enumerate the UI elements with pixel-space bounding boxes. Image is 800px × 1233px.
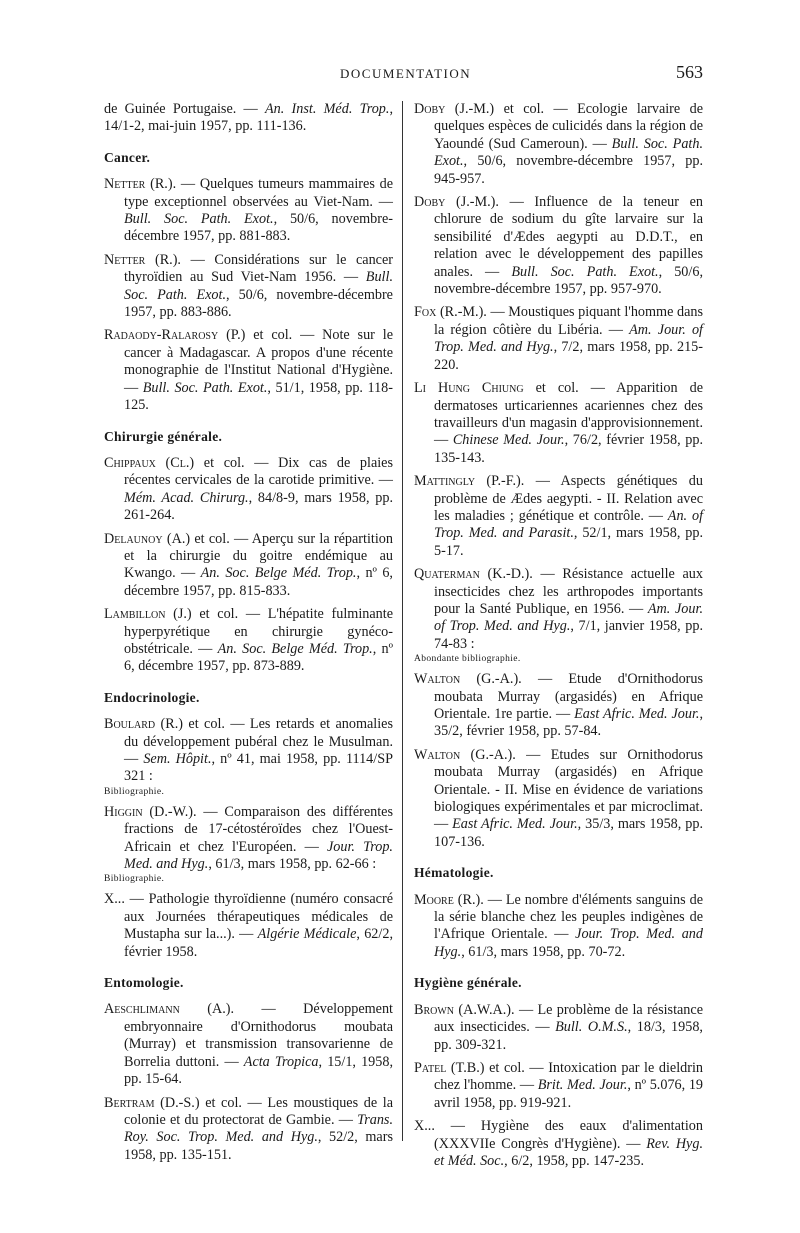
- entry-author: Doby (J.-M.).: [414, 194, 499, 211]
- entry-text: et col. — L'hépatite fulminante hyperpyrétique en chirurgie gynéco-obstétricale. —: [124, 606, 393, 657]
- entry-source: Bull. Soc. Path. Exot.: [434, 135, 703, 170]
- entry-text: — Hygiène des eaux d'alimentation (XXXVIIe Congrès d'Hygiène). —: [434, 1118, 703, 1152]
- entry-details: , nº 41, mai 1958, pp. 1114/SP 321 :: [124, 751, 393, 785]
- entry-source: Acta Tropica: [243, 1053, 319, 1070]
- bibliography-entry: [104, 455, 393, 525]
- entry-text: et col. — Intoxication par le dieldrin chez l'homme. —: [434, 1059, 704, 1094]
- bibliography-entry: [414, 304, 703, 374]
- entry-source: An. of Trop. Med. and Parasit.: [434, 507, 704, 542]
- entry-details: , 52/1, mars 1958, pp. 5-17.: [434, 525, 703, 559]
- entry-text: — Le nombre d'éléments sanguins de la série blanche chez les peuples indigènes de l'Afrique Orientale. —: [434, 891, 703, 943]
- entry-details: , nº 6, décembre 1957, pp. 873-889.: [124, 640, 394, 675]
- bibliography-entry: [414, 473, 703, 560]
- bibliography-entry: [414, 194, 703, 298]
- entry-author: Fox (R.-M.).: [414, 304, 487, 321]
- column-divider: [402, 101, 403, 1141]
- entry-details: , 50/6, novembre-décembre 1957, pp. 881-883.: [124, 211, 393, 245]
- entry-text: — Moustiques piquant l'homme dans la région côtière du Libéria. —: [434, 304, 703, 338]
- entry-text: et col. — Dix cas de plaies récentes cervicales de la carotide primitive. —: [124, 454, 394, 489]
- bibliography-entry: [104, 891, 393, 961]
- entry-details: , 15/1, 1958, pp. 15-64.: [124, 1053, 394, 1088]
- entry-source: Bull. O.M.S.: [555, 1019, 628, 1036]
- bibliography-entry: [104, 716, 393, 798]
- entry-author: Li Hung Chiung: [414, 380, 524, 397]
- entry-text: — Aspects génétiques du problème de Ædes aegypti. - II. Relation avec les maladies ; génétique et contrôle. —: [434, 473, 703, 524]
- section-heading: Endocrinologie.: [104, 689, 200, 705]
- bibliography-entry: [414, 892, 703, 962]
- entry-author: Quaterman (K.-D.).: [414, 566, 533, 583]
- entry-author: Netter (R.).: [104, 251, 181, 268]
- entry-source: Rev. Hyg. et Méd. Soc.: [434, 1135, 703, 1169]
- entry-text: et col. — Apparition de dermatoses urticariennes acariennes chez des travailleurs d'un magasin d'approvisionnement. —: [434, 380, 703, 449]
- entry-text: et col. — Les moustiques de la colonie et du protectorat de Gambie. —: [124, 1094, 393, 1128]
- running-title: DOCUMENTATION: [340, 66, 472, 81]
- entry-source: Bull. Soc. Path. Exot.: [124, 269, 393, 303]
- entry-author: Walton (G.-A.).: [414, 671, 522, 688]
- entry-author: Doby (J.-M.): [414, 101, 495, 117]
- entry-note: Abondante bibliographie.: [414, 654, 521, 665]
- bibliography-entry: [104, 606, 393, 676]
- entry-details: , 6/2, 1958, pp. 147-235.: [504, 1152, 645, 1169]
- entry-author: X...: [414, 1118, 435, 1135]
- continued-entry: [104, 101, 393, 136]
- bibliography-section: [414, 101, 703, 851]
- entry-source: Bull. Soc. Path. Exot.: [124, 211, 274, 228]
- entry-details: , 7/2, mars 1958, pp. 215-220.: [434, 339, 703, 373]
- entry-author: Delaunoy (A.): [104, 530, 191, 547]
- entry-details: , 50/6, novembre-décembre 1957, pp. 945-957.: [434, 153, 703, 187]
- entry-source: Chinese Med. Jour.: [452, 432, 565, 449]
- entry-author: Radaody-Ralarosy (P.): [104, 327, 246, 344]
- bibliography-entry: [104, 1001, 393, 1088]
- section-heading: Cancer.: [104, 149, 151, 165]
- right-column: [414, 101, 703, 1176]
- entry-details: , nº 5.076, 19 avril 1958, pp. 919-921.: [434, 1077, 704, 1111]
- bibliography-entry: [414, 1118, 703, 1170]
- entry-source: An. Inst. Méd. Trop.: [264, 101, 390, 117]
- entry-text: de Guinée Portugaise. —: [104, 101, 265, 117]
- entry-details: , nº 6, décembre 1957, pp. 815-833.: [124, 565, 393, 599]
- entry-source: East Afric. Med. Jour.: [574, 706, 700, 722]
- entry-details: , 61/3, mars 1958, pp. 62-66 :: [208, 856, 377, 873]
- entry-details: , 14/1-2, mai-juin 1957, pp. 111-136.: [104, 101, 393, 135]
- entry-author: Walton (G.-A.).: [414, 746, 516, 763]
- page-number: 563: [676, 62, 703, 82]
- entry-author: Moore (R.).: [414, 891, 484, 908]
- bibliography-section: [414, 974, 703, 1170]
- entry-text: — Influence de la teneur en chlorure de sodium du gîte larvaire sur la sensibilité d'Ædes aegypti au D.D.T., en relation avec le développement des papilles anales. —: [434, 194, 703, 280]
- entry-source: Am. Jour. of Trop. Med. and Hyg.: [434, 600, 703, 635]
- bibliography-entry: [414, 1060, 703, 1112]
- entry-text: — Etudes sur Ornithodorus moubata Murray (argasidés) en Afrique Orientale. - II. Mise en évidence de variations biologiques expérimentales et par microclimat. —: [434, 746, 703, 833]
- entry-source: Brit. Med. Jour.: [537, 1077, 628, 1094]
- bibliography-section: [104, 689, 393, 961]
- entry-source: Trans. Roy. Soc. Trop. Med. and Hyg.: [124, 1111, 393, 1146]
- entry-author: Chippaux (Cl.): [104, 454, 195, 471]
- bibliography-section: [104, 149, 393, 415]
- bibliography-entry: [104, 327, 393, 414]
- bibliography-entry: [414, 671, 703, 741]
- entry-details: , 35/2, février 1958, pp. 57-84.: [434, 706, 703, 740]
- entry-details: , 35/3, mars 1958, pp. 107-136.: [434, 816, 703, 850]
- section-heading: Chirurgie générale.: [104, 428, 223, 444]
- entry-source: Am. Jour. of Trop. Med. and Hyg.: [434, 321, 703, 356]
- entry-note: Bibliographie.: [104, 786, 165, 797]
- bibliography-section: [104, 974, 393, 1164]
- bibliography-entry: [104, 531, 393, 601]
- entry-details: , 61/3, mars 1958, pp. 70-72.: [461, 943, 626, 960]
- entry-source: Bull. Soc. Path. Exot.: [142, 379, 268, 396]
- entry-author: Patel (T.B.): [414, 1059, 485, 1076]
- entry-source: Jour. Trop. Med. and Hyg.: [124, 838, 393, 873]
- section-heading: Hématologie.: [414, 865, 494, 881]
- entry-text: et col. — Les retards et anomalies du développement pubéral chez le Musulman. —: [124, 716, 393, 767]
- entry-author: Boulard (R.): [104, 716, 183, 733]
- entry-details: , 52/2, mars 1958, pp. 135-151.: [124, 1129, 393, 1163]
- entry-text: — Pathologie thyroïdienne (numéro consacré aux Journées thérapeutiques médicales de Mustapha sur la...). —: [124, 891, 393, 943]
- entry-source: East Afric. Med. Jour.: [452, 816, 578, 833]
- bibliography-entry: [414, 747, 703, 851]
- entry-text: — Développement embryonnaire d'Ornithodorus moubata (Murray) et transmission transovarienne de Borrelia duttoni. —: [124, 1001, 393, 1070]
- bibliography-entry: [104, 1095, 393, 1165]
- entry-text: et col. — Note sur le cancer à Madagascar. A propos d'une récente monographie de l'Institut National d'Hygiène. —: [124, 327, 393, 396]
- entry-details: , 62/2, février 1958.: [124, 926, 393, 960]
- entry-text: — Etude d'Ornithodorus moubata Murray (argasidés) en Afrique Orientale. 1re partie. —: [434, 671, 704, 722]
- entry-author: Brown (A.W.A.).: [414, 1001, 515, 1018]
- entry-text: — Résistance actuelle aux insecticides chez les arthropodes importants pour la Santé Publique, en 1956. —: [434, 566, 703, 617]
- entry-details: , 50/6, novembre-décembre 1957, pp. 957-970.: [434, 263, 703, 298]
- entry-author: Mattingly (P.-F.).: [414, 473, 525, 490]
- entry-author: Higgin (D.-W.).: [104, 803, 197, 820]
- entry-text: — Considérations sur le cancer thyroïdien au Sud Viet-Nam 1956. —: [124, 251, 393, 286]
- entry-details: , 84/8-9, mars 1958, pp. 261-264.: [124, 489, 393, 524]
- entry-source: Bull. Soc. Path. Exot.: [511, 263, 659, 280]
- bibliography-entry: [414, 380, 703, 467]
- entry-author: X...: [104, 891, 125, 908]
- entry-details: , 50/6, novembre-décembre 1957, pp. 883-886.: [124, 286, 393, 321]
- bibliography-entry: [414, 566, 703, 665]
- entry-source: Algérie Médicale: [257, 926, 357, 943]
- bibliography-entry: [104, 176, 393, 246]
- entry-text: — Quelques tumeurs mammaires de type exceptionnel observées au Viet-Nam. —: [124, 176, 393, 210]
- bibliography-entry: [104, 804, 393, 886]
- bibliography-entry: [104, 252, 393, 322]
- entry-note: Bibliographie.: [104, 874, 165, 885]
- entry-details: , 51/1, 1958, pp. 118-125.: [124, 379, 393, 414]
- entry-text: et col. — Ecologie larvaire de quelques espèces de culicidés dans la région de Yaoundé (Sud Cameroun). —: [434, 101, 703, 152]
- entry-source: An. Soc. Belge Méd. Trop.: [217, 640, 373, 657]
- entry-text: et col. — Aperçu sur la répartition et la chirurgie du goitre endémique au Kwango. —: [124, 530, 393, 582]
- entry-text: — Comparaison des différentes fractions de 17-cétostéroïdes chez l'Ouest-Africain et chez l'Européen. —: [124, 803, 394, 855]
- entry-author: Netter (R.).: [104, 176, 177, 193]
- entry-author: Aeschlimann (A.).: [104, 1001, 235, 1018]
- entry-source: An. Soc. Belge Méd. Trop.: [200, 565, 357, 582]
- entry-source: Mém. Acad. Chirurg.: [124, 489, 249, 506]
- entry-details: , 18/3, 1958, pp. 309-321.: [434, 1019, 703, 1053]
- entry-source: Jour. Trop. Med. and Hyg.: [434, 926, 703, 960]
- entry-text: — Le problème de la résistance aux insecticides. —: [434, 1001, 704, 1036]
- entry-details: , 76/2, février 1958, pp. 135-143.: [434, 432, 704, 466]
- entry-source: Sem. Hôpit.: [143, 751, 212, 767]
- entry-author: Bertram (D.-S.): [104, 1094, 200, 1111]
- entry-author: Lambillon (J.): [104, 606, 192, 623]
- section-heading: Entomologie.: [104, 975, 184, 991]
- bibliography-entry: [414, 101, 703, 188]
- section-heading: Hygiène générale.: [414, 975, 522, 991]
- left-column: [104, 101, 393, 1170]
- entry-details: , 7/1, janvier 1958, pp. 74-83 :: [434, 618, 703, 652]
- bibliography-entry: [414, 1002, 703, 1054]
- bibliography-section: [104, 428, 393, 676]
- bibliography-section: [414, 864, 703, 961]
